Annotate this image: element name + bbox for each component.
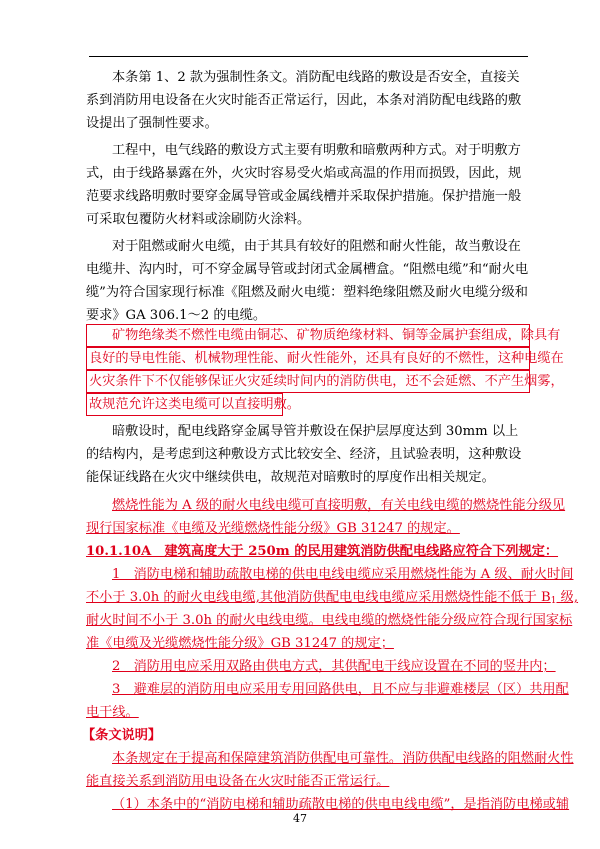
item-1-line-2-tail: 级, [556,590,579,605]
item-1-subscript: 1 [550,596,557,606]
page-number: 47 [293,812,307,825]
item-1-line-1: 1 消防电梯和辅助疏散电梯的供电电线电缆应采用燃烧性能为 A 级、耐火时间 [112,567,574,582]
paragraph-flame-retardant-cables: 对于阻燃或耐火电缆，由于其具有较好的阻燃和耐火性能，故当敷设在电缆井、沟内时，可不穿金属导管或封闭式金属槽盒。“阻燃电缆”和“耐火电缆”为符合国家现行标准《阻燃及耐火电缆：塑料绝缘阻燃及耐火电缆分级和要求》GA 306.1～2 的电缆。 [86,239,529,323]
clause-10-1-10a: 10.1.10A 建筑高度大于 250m 的民用建筑消防供配电线路应符合下列规定： [86,544,559,559]
item-2: 2 消防用电应采用双路由供电方式，其供配电干线应设置在不同的竖井内； [112,659,556,674]
paragraph-mandatory-clauses: 本条第 1、2 款为强制性条文。消防配电线路的敷设是否安全，直接关系到消防用电设备在火灾时能否正常运行，因此，本条对消防配电线路的敷设提出了强制性要求。 [86,70,522,131]
explanation-heading: 【条文说明】 [82,728,162,743]
item-1-line-2-text: 不小于 3.0h 的耐火电线电缆,其他消防供配电电线电缆应采用燃烧性能不低于 B [86,590,551,605]
item-1-line-4: 准《电缆及光缆燃烧性能分级》GB 31247 的规定； [86,636,394,651]
paragraph-concealed-laying: 暗敷设时，配电线路穿金属导管并敷设在保护层厚度达到 30mm 以上的结构内，是考虑到这种敷设方式比较安全、经济，且试验表明，这种敷设能保证线路在火灾中继续供电，故规范对暗敷时的厚度作出相关规定。 [86,424,522,485]
explanation-line-3: （1）本条中的“消防电梯和辅助疏散电梯的供电电线电缆”，是指消防电梯或辅 [112,797,570,812]
class-a-cable-line-2: 现行国家标准《电缆及光缆燃烧性能分级》GB 31247 的规定。 [86,521,460,536]
mineral-cable-line-3: 火灾条件下不仅能够保证火灾延续时间内的消防供电，还不会延燃、不产生烟雾， [89,374,564,389]
item-1-line-3: 耐火时间不小于 3.0h 的耐火电线电缆。电线电缆的燃烧性能分级应符合现行国家标 [86,613,573,628]
header-rule [89,56,528,57]
item-3-line-2: 电干线。 [86,705,139,720]
explanation-line-1: 本条规定在于提高和保障建筑消防供配电可靠性。消防供配电线路的阻燃耐火性 [112,751,574,766]
explanation-line-2: 能直接关系到消防用电设备在火灾时能否正常运行。 [86,774,390,789]
mineral-cable-line-4: 故规范允许这类电缆可以直接明敷。 [89,397,300,412]
item-3-line-1: 3 避难层的消防用电应采用专用回路供电，且不应与非避难楼层（区）共用配 [112,682,569,697]
mineral-cable-line-2: 良好的导电性能、机械物理性能、耐火性能外，还具有良好的不燃性，这种电缆在 [89,351,564,366]
paragraph-laying-methods: 工程中，电气线路的敷设方式主要有明敷和暗敷两种方式。对于明敷方式，由于线路暴露在外，火灾时容易受火焰或高温的作用而损毁，因此，规范要求线路明敷时要穿金属导管或金属线槽并采取保护措施。保护措施一般可采取包覆防火材料或涂刷防火涂料。 [86,143,522,227]
class-a-cable-line-1: 燃烧性能为 A 级的耐火电线电缆可直接明敷，有关电线电缆的燃烧性能分级见 [112,498,566,513]
mineral-cable-line-1: 矿物绝缘类不燃性电缆由铜芯、矿物质绝缘材料、铜等金属护套组成，除具有 [112,328,561,343]
